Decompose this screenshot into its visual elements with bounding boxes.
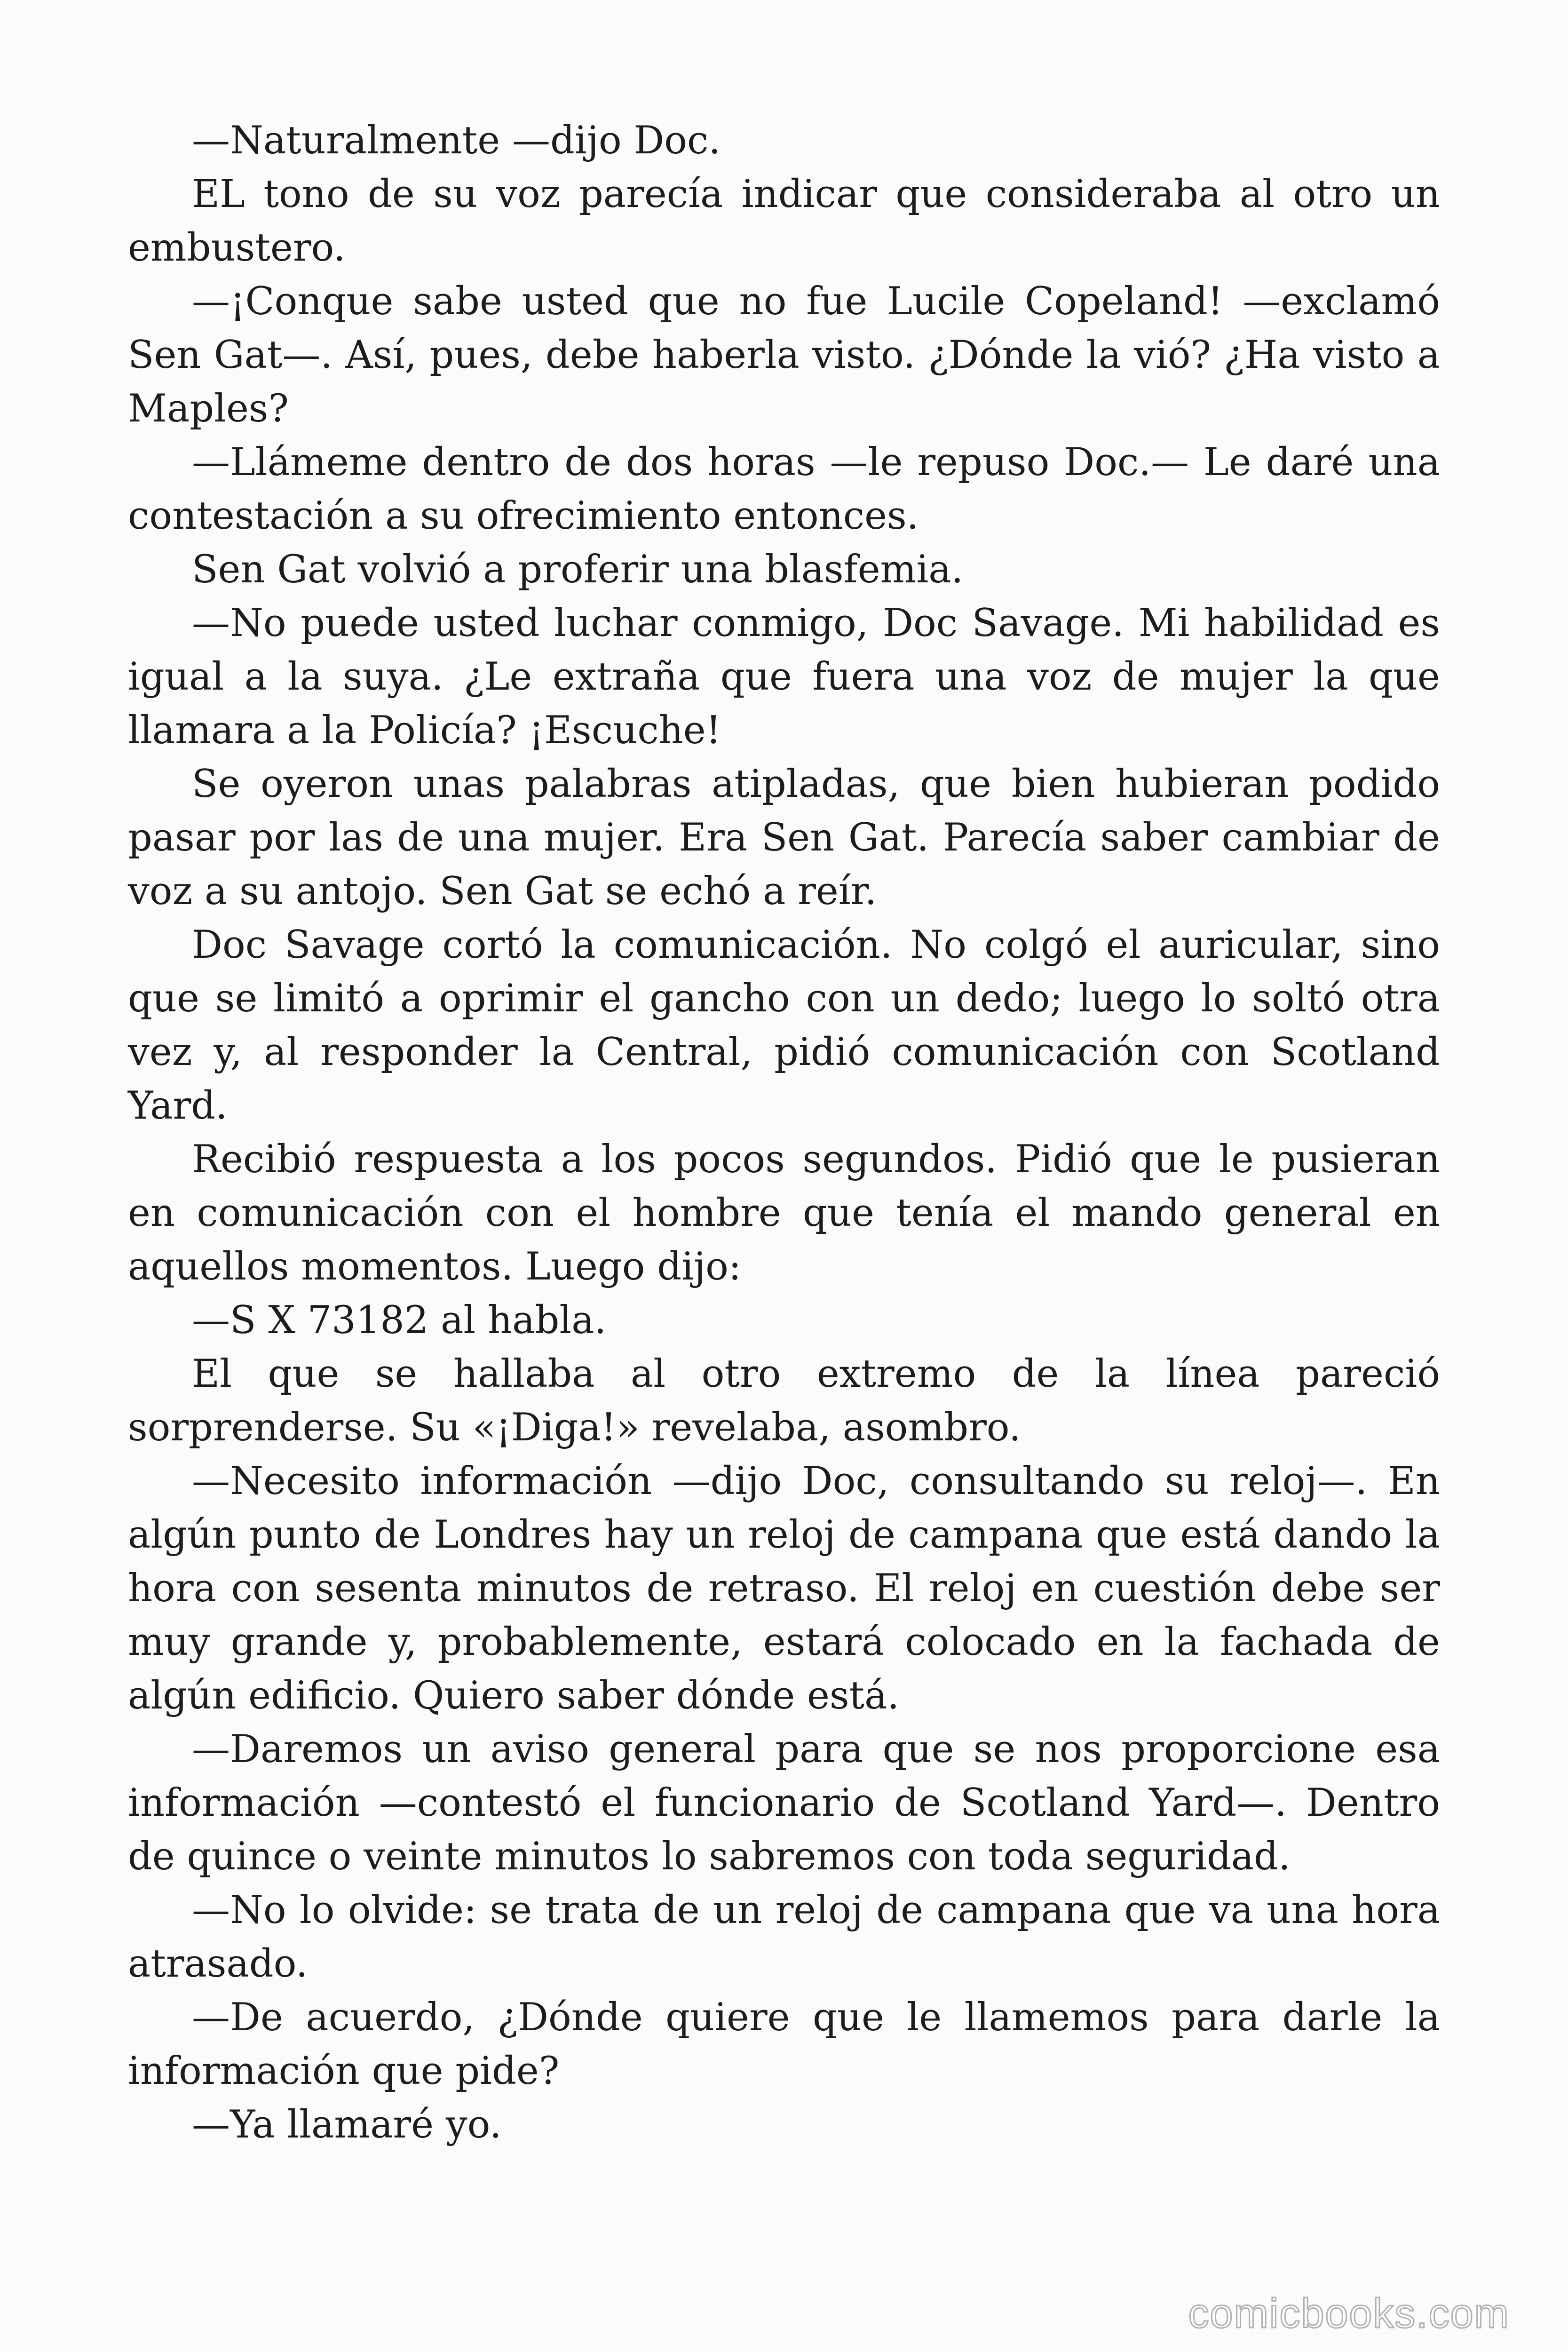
book-page-text: [128, 114, 1440, 2152]
paragraph: Doc Savage cortó la comunicación. No colgó el auricular, sino que se limitó a oprimir el gancho con un dedo; luego lo soltó otra vez y, al responder la Central, pidió comunicación con Scotland Yard.: [128, 923, 1440, 1128]
paragraph: Sen Gat volvió a proferir una blasfemia.: [192, 548, 964, 592]
paragraph: —Daremos un aviso general para que se nos proporcione esa información —contestó el funcionario de Scotland Yard—. Dentro de quince o veinte minutos lo sabremos con toda seguridad.: [128, 1727, 1440, 1879]
paragraph: Recibió respuesta a los pocos segundos. Pidió que le pusieran en comunicación con el hombre que tenía el mando general en aquellos momentos. Luego dijo:: [128, 1137, 1440, 1289]
paragraph: —No lo olvide: se trata de un reloj de campana que va una hora atrasado.: [128, 1888, 1440, 1986]
paragraph: EL tono de su voz parecía indicar que consideraba al otro un embustero.: [128, 172, 1440, 270]
paragraph: —S X 73182 al habla.: [192, 1298, 607, 1343]
paragraph: El que se hallaba al otro extremo de la línea pareció sorprenderse. Su «¡Diga!» revelaba, asombro.: [128, 1352, 1440, 1450]
paragraph: —¡Conque sabe usted que no fue Lucile Copeland! —exclamó Sen Gat—. Así, pues, debe haberla visto. ¿Dónde la vió? ¿Ha visto a Maples?: [128, 279, 1440, 431]
paragraph: —No puede usted luchar conmigo, Doc Savage. Mi habilidad es igual a la suya. ¿Le extraña que fuera una voz de mujer la que llamara a la Policía? ¡Escuche!: [128, 601, 1440, 753]
paragraph: —Ya llamaré yo.: [192, 2103, 502, 2147]
paragraph: —Llámeme dentro de dos horas —le repuso Doc.— Le daré una contestación a su ofrecimiento entonces.: [128, 440, 1440, 538]
watermark-logo: comicbooks.com: [1188, 2290, 1510, 2336]
paragraph: —Necesito información —dijo Doc, consultando su reloj—. En algún punto de Londres hay un reloj de campana que está dando la hora con sesenta minutos de retraso. El reloj en cuestión debe ser muy grande y, probablemente, estará colocado en la fachada de algún edificio. Quiero saber dónde está.: [128, 1459, 1440, 1718]
paragraph: Se oyeron unas palabras atipladas, que bien hubieran podido pasar por las de una mujer. Era Sen Gat. Parecía saber cambiar de voz a su antojo. Sen Gat se echó a reír.: [128, 762, 1440, 914]
paragraph: —Naturalmente —dijo Doc.: [192, 119, 721, 163]
paragraph: —De acuerdo, ¿Dónde quiere que le llamemos para darle la información que pide?: [128, 1995, 1440, 2093]
